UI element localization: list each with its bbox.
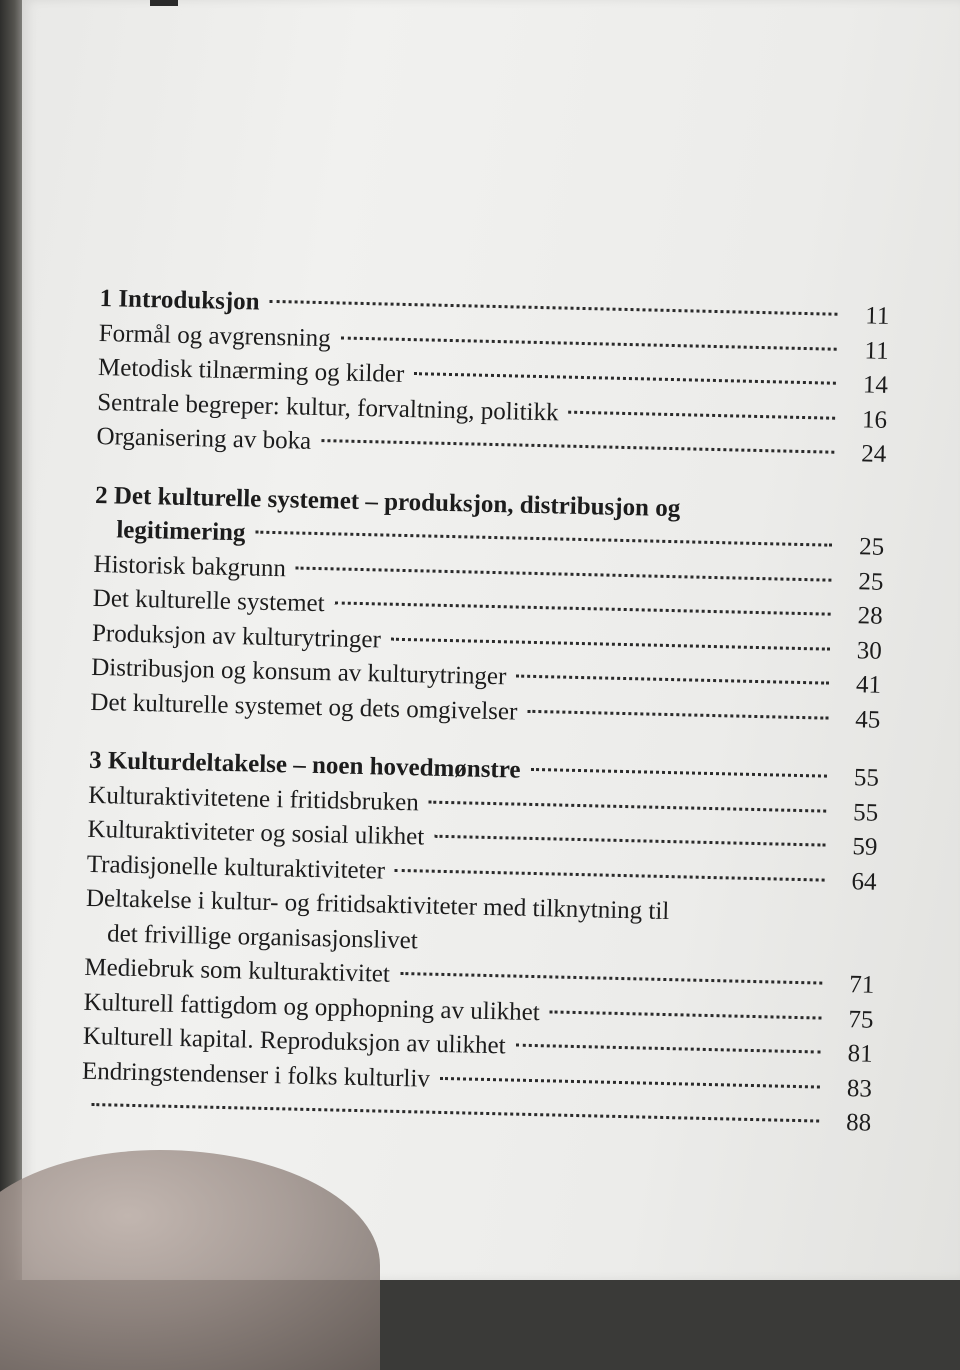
toc-entry-label: Tradisjonelle kulturaktiviteter [86, 850, 386, 885]
toc-page-number: 59 [852, 833, 878, 861]
toc-entry-label: Produksjon av kulturytringer [91, 619, 382, 653]
dot-leader [391, 637, 830, 650]
dot-leader [516, 1044, 821, 1054]
toc-entry-label: Kulturell fattigdom og opphopning av ulikhet [83, 988, 541, 1026]
toc-section-1 [96, 282, 890, 472]
dot-leader [296, 566, 832, 581]
table-of-contents [80, 282, 889, 1165]
toc-entry-label: det frivillige organisasjonslivet [106, 919, 419, 954]
toc-heading-label: 1 Introduksjon [99, 284, 260, 316]
top-print-mark [150, 0, 178, 6]
dot-leader [341, 336, 837, 350]
dot-leader [91, 1103, 819, 1123]
toc-page-number: 45 [854, 705, 881, 734]
toc-entry-label: Kulturaktivitetene i fritidsbruken [88, 781, 420, 816]
dot-leader [255, 531, 832, 547]
toc-entry-label: Distribusjon og konsum av kulturytringer [90, 653, 507, 691]
toc-page-number: 88 [845, 1109, 872, 1137]
toc-section-3 [81, 744, 879, 1141]
toc-entry-label: Det kulturelle systemet og dets omgivelser [90, 688, 518, 726]
toc-page-number: 75 [848, 1005, 874, 1034]
toc-entry-label: Det kulturelle systemet [92, 584, 325, 618]
toc-page-number: 24 [860, 440, 887, 468]
dot-leader [550, 1010, 822, 1019]
toc-entry-label: Deltakelse i kultur- og fritidsaktiviteter med tilknytning til [85, 884, 670, 926]
toc-entry-label: Metodisk tilnærming og kilder [97, 353, 405, 388]
toc-page-number: 28 [857, 602, 883, 630]
dot-leader [516, 675, 829, 685]
toc-page-number: 41 [855, 671, 882, 699]
dot-leader [429, 800, 826, 812]
toc-entry-label: Kulturell kapital. Reproduksjon av ulikhet [82, 1022, 506, 1060]
dot-leader [569, 410, 836, 419]
dot-leader [321, 439, 834, 454]
toc-entry-label: Mediebruk som kulturaktivitet [84, 953, 391, 988]
toc-entry-label: Endringstendenser i folks kulturliv [81, 1057, 431, 1093]
dot-leader [531, 768, 827, 778]
toc-entry-label: Organisering av boka [96, 422, 312, 455]
toc-entry-label: Sentrale begreper: kultur, forvaltning, politikk [96, 388, 559, 426]
dot-leader [400, 972, 822, 985]
toc-page-number: 83 [846, 1074, 873, 1103]
book-spine-shadow [0, 0, 24, 1280]
toc-page-number: 71 [848, 971, 875, 999]
dot-leader [440, 1076, 820, 1088]
toc-entry-label: Historisk bakgrunn [93, 550, 287, 582]
dot-leader [270, 300, 838, 316]
toc-section-2 [90, 478, 885, 737]
toc-page-number: 64 [851, 867, 877, 896]
toc-heading-label: 2 Det kulturelle systemet – produksjon, distribusjon og [94, 481, 681, 522]
toc-heading-label: legitimering [116, 516, 246, 547]
toc-page-number: 25 [858, 533, 885, 561]
dot-leader [395, 868, 825, 881]
toc-heading-label: 3 Kulturdeltakelse – noen hovedmønstre [88, 746, 521, 784]
toc-page-number: 30 [856, 636, 883, 665]
dot-leader [414, 372, 836, 385]
dot-leader [527, 709, 828, 719]
toc-page-number: 11 [865, 302, 890, 330]
toc-page-number: 16 [861, 405, 888, 434]
toc-page-number: 55 [853, 764, 880, 792]
toc-page-number: 25 [858, 567, 884, 596]
toc-page-number: 55 [852, 798, 879, 827]
toc-page-number: 81 [847, 1040, 873, 1068]
dot-leader [335, 601, 831, 615]
dot-leader [434, 835, 825, 847]
toc-page-number: 11 [864, 336, 889, 365]
toc-entry-label: Kulturaktiviteter og sosial ulikhet [87, 815, 425, 851]
toc-entry-label: Formål og avgrensning [98, 319, 332, 352]
toc-page-number: 14 [862, 371, 889, 399]
